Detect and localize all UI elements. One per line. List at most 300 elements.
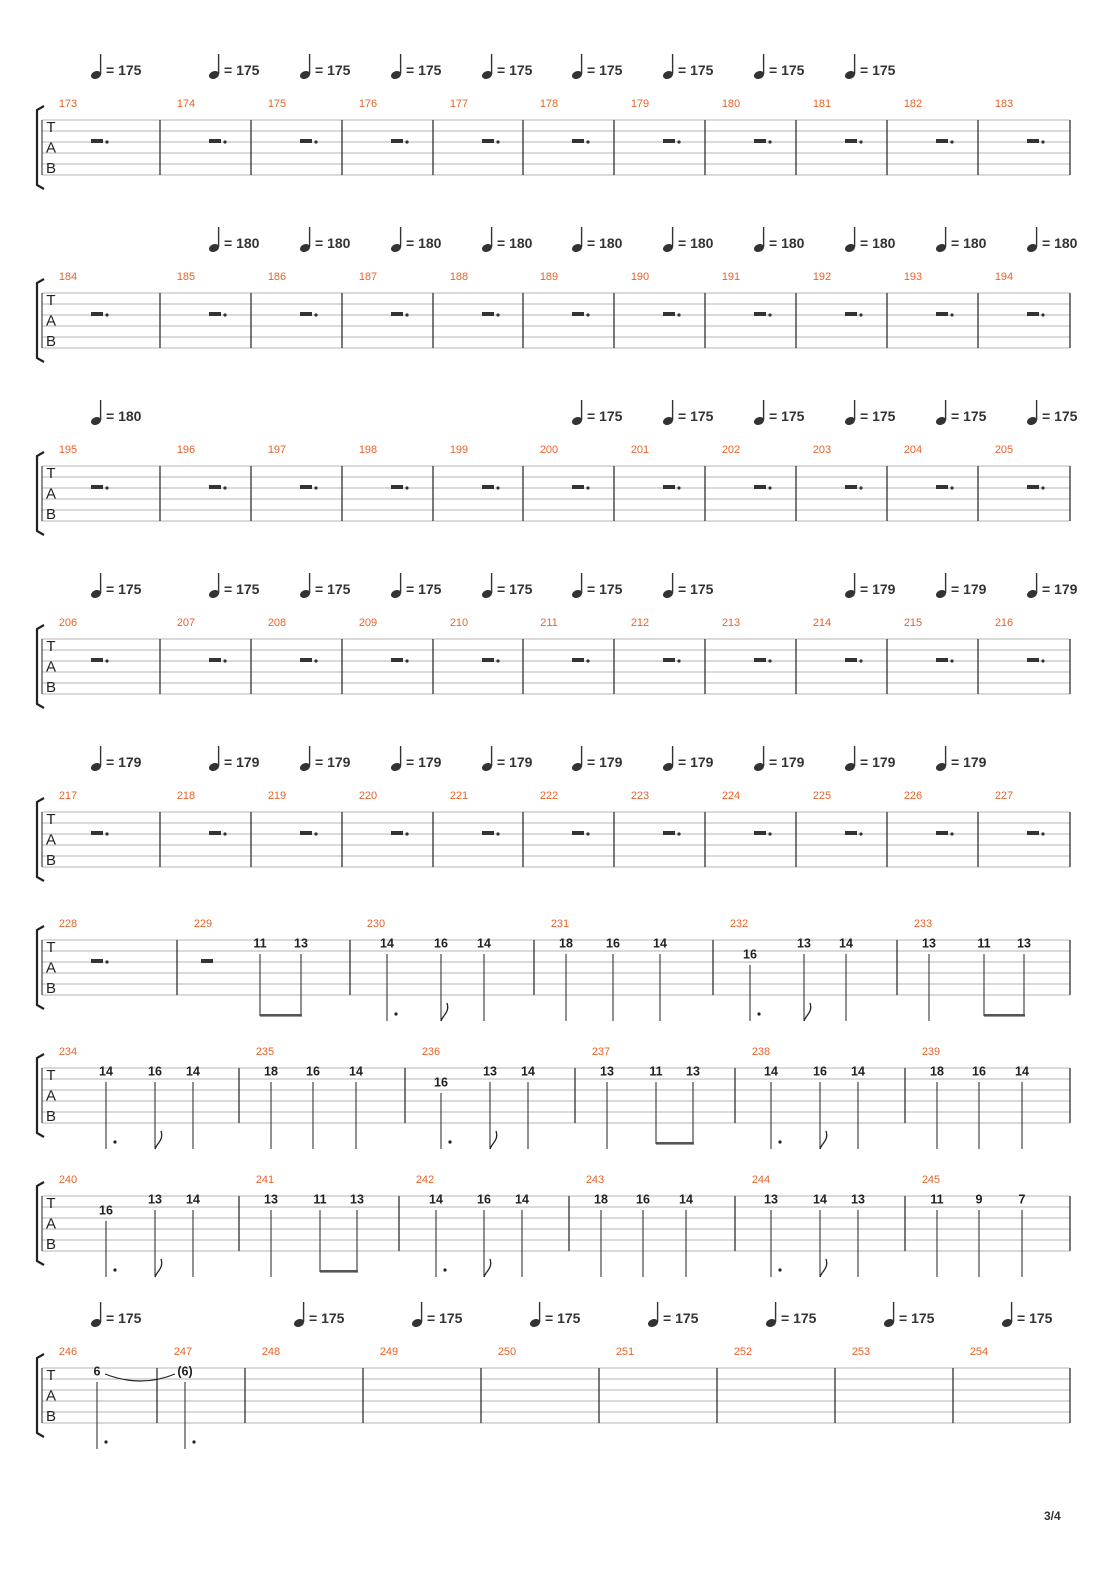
eighth-flag [155, 1131, 162, 1149]
fret-number: 7 [1018, 1192, 1026, 1207]
measure-number: 179 [630, 98, 650, 110]
tempo-bpm: = 175 [497, 581, 533, 597]
rest-dot [859, 313, 862, 316]
tempo-bpm: = 175 [663, 1310, 699, 1326]
tempo-marking [844, 573, 896, 599]
measure-number: 214 [812, 617, 832, 629]
rest-dot [405, 486, 408, 489]
tempo-bpm: = 175 [860, 408, 896, 424]
dotted-half-rest [91, 485, 103, 489]
tempo-bpm: = 175 [678, 62, 714, 78]
measure-number: 248 [261, 1346, 281, 1358]
fret-number: 14 [839, 936, 853, 951]
tempo-marking [571, 573, 623, 599]
fret-number: 13 [1017, 936, 1031, 951]
rest-dot [1041, 313, 1044, 316]
measure-number: 200 [539, 444, 559, 456]
dotted-half-rest [1027, 139, 1039, 143]
tempo-bpm: = 175 [224, 581, 260, 597]
rest-dot [105, 486, 108, 489]
measure-number: 240 [58, 1174, 78, 1186]
tempo-marking [390, 573, 442, 599]
measure-number: 202 [721, 444, 741, 456]
dotted-half-rest [91, 831, 103, 835]
rest-dot [1041, 486, 1044, 489]
system-bracket [37, 625, 44, 708]
rhythm-dot [192, 1440, 195, 1443]
tab-system [37, 1046, 1070, 1149]
measure-number: 225 [812, 790, 832, 802]
dotted-half-rest [1027, 831, 1039, 835]
tempo-marking [90, 746, 142, 772]
rest-dot [859, 832, 862, 835]
measure-number: 228 [58, 918, 78, 930]
dotted-half-rest [1027, 485, 1039, 489]
dotted-half-rest [936, 658, 948, 662]
tab-clef-letter: B [45, 1236, 57, 1253]
tempo-bpm: = 175 [587, 581, 623, 597]
tempo-bpm: = 179 [860, 581, 896, 597]
rest-dot [405, 659, 408, 662]
tempo-bpm: = 179 [769, 754, 805, 770]
tab-clef-letter: T [46, 292, 56, 309]
fret-number: 14 [349, 1064, 363, 1079]
measure-number: 244 [751, 1174, 771, 1186]
tempo-marking [935, 746, 987, 772]
rhythm-dot [104, 1440, 107, 1443]
fret-number: 14 [679, 1192, 693, 1207]
dotted-half-rest [91, 312, 103, 316]
system-bracket [37, 1354, 44, 1437]
dotted-half-rest [300, 658, 312, 662]
fret-number: 16 [434, 1075, 448, 1090]
tempo-marking [662, 227, 714, 253]
tempo-marking [208, 746, 260, 772]
fret-number: 14 [1015, 1064, 1029, 1079]
measure-number: 218 [176, 790, 196, 802]
rhythm-dot [778, 1140, 781, 1143]
fret-number: 16 [972, 1064, 986, 1079]
tempo-bpm: = 175 [497, 62, 533, 78]
measure-number: 174 [176, 98, 196, 110]
measure-number: 184 [58, 271, 78, 283]
tempo-marking [753, 746, 805, 772]
measure-number: 185 [176, 271, 196, 283]
tempo-marking [1001, 1302, 1053, 1328]
measure-number: 241 [255, 1174, 275, 1186]
tempo-bpm: = 180 [224, 235, 260, 251]
tempo-bpm: = 180 [497, 235, 533, 251]
dotted-half-rest [936, 312, 948, 316]
tempo-bpm: = 180 [678, 235, 714, 251]
rest-dot [1041, 659, 1044, 662]
dotted-half-rest [936, 139, 948, 143]
eighth-flag [441, 1003, 448, 1021]
eighth-flag [490, 1131, 497, 1149]
tempo-marking [299, 54, 351, 80]
tab-system [37, 746, 1070, 881]
tempo-bpm: = 179 [951, 754, 987, 770]
note-beam [320, 1270, 358, 1273]
fret-number: 14 [813, 1192, 827, 1207]
measure-number: 242 [415, 1174, 435, 1186]
rest-dot [768, 486, 771, 489]
system-bracket [37, 106, 44, 189]
tempo-bpm: = 175 [860, 62, 896, 78]
tempo-marking [90, 54, 142, 80]
tempo-bpm: = 179 [1042, 581, 1078, 597]
dotted-half-rest [936, 485, 948, 489]
eighth-flag [155, 1259, 162, 1277]
fret-number: 16 [743, 947, 757, 962]
tempo-bpm: = 175 [899, 1310, 935, 1326]
measure-number: 253 [851, 1346, 871, 1358]
fret-number: 18 [930, 1064, 944, 1079]
tab-clef-letter: B [45, 980, 57, 997]
tempo-marking [208, 227, 260, 253]
fret-number: 6 [93, 1364, 101, 1379]
measure-number: 229 [193, 918, 213, 930]
measure-number: 254 [969, 1346, 989, 1358]
measure-number: 232 [729, 918, 749, 930]
dotted-half-rest [572, 831, 584, 835]
tab-clef-letter: A [45, 658, 57, 676]
rhythm-dot [778, 1268, 781, 1271]
eighth-flag [820, 1259, 827, 1277]
measure-number: 235 [255, 1046, 275, 1058]
measure-number: 237 [591, 1046, 611, 1058]
tempo-marking [844, 54, 896, 80]
dotted-half-rest [300, 312, 312, 316]
measure-number: 194 [994, 271, 1014, 283]
measure-number: 205 [994, 444, 1014, 456]
dotted-half-rest [845, 312, 857, 316]
dotted-half-rest [663, 658, 675, 662]
tempo-marking [935, 400, 987, 426]
note-beam [984, 1014, 1025, 1017]
measure-number: 187 [358, 271, 378, 283]
measure-number: 188 [449, 271, 469, 283]
fret-number: 16 [148, 1064, 162, 1079]
tempo-marking [935, 573, 987, 599]
measure-number: 246 [58, 1346, 78, 1358]
measure-number: 234 [58, 1046, 78, 1058]
measure-number: 219 [267, 790, 287, 802]
tempo-bpm: = 175 [1042, 408, 1078, 424]
tempo-bpm: = 175 [315, 62, 351, 78]
tempo-marking [390, 54, 442, 80]
measure-number: 204 [903, 444, 923, 456]
tab-system [37, 227, 1078, 362]
tempo-marking [299, 573, 351, 599]
dotted-half-rest [91, 959, 103, 963]
dotted-half-rest [754, 658, 766, 662]
dotted-half-rest [482, 831, 494, 835]
system-bracket [37, 1054, 44, 1137]
tempo-marking [765, 1302, 817, 1328]
fret-number: 11 [930, 1192, 944, 1207]
rest-dot [223, 486, 226, 489]
tempo-bpm: = 180 [106, 408, 142, 424]
fret-number: 13 [686, 1064, 700, 1079]
dotted-half-rest [209, 139, 221, 143]
measure-number: 182 [903, 98, 923, 110]
measure-number: 236 [421, 1046, 441, 1058]
tab-clef-letter: A [45, 485, 57, 503]
tempo-bpm: = 175 [781, 1310, 817, 1326]
fret-number: 14 [186, 1064, 200, 1079]
tempo-bpm: = 175 [587, 62, 623, 78]
measure-number: 180 [721, 98, 741, 110]
tab-clef-letter: T [46, 638, 56, 655]
rest-dot [314, 313, 317, 316]
eighth-flag [820, 1131, 827, 1149]
tempo-marking [529, 1302, 581, 1328]
tempo-bpm: = 175 [106, 581, 142, 597]
tempo-bpm: = 179 [497, 754, 533, 770]
measure-number: 191 [721, 271, 741, 283]
dotted-half-rest [391, 485, 403, 489]
measure-number: 216 [994, 617, 1014, 629]
measure-number: 249 [379, 1346, 399, 1358]
measure-number: 203 [812, 444, 832, 456]
tab-system [37, 1174, 1070, 1277]
fret-number: 16 [606, 936, 620, 951]
tab-clef-letter: A [45, 139, 57, 157]
tempo-marking [481, 573, 533, 599]
rest-dot [1041, 832, 1044, 835]
tempo-bpm: = 175 [106, 62, 142, 78]
measure-number: 197 [267, 444, 287, 456]
rest-dot [223, 832, 226, 835]
rest-dot [586, 659, 589, 662]
tempo-marking [935, 227, 987, 253]
half-rest [201, 959, 213, 963]
rest-dot [586, 140, 589, 143]
eighth-flag [804, 1003, 811, 1021]
fret-number: 13 [148, 1192, 162, 1207]
fret-number: 13 [264, 1192, 278, 1207]
rest-dot [105, 832, 108, 835]
fret-number: 14 [521, 1064, 535, 1079]
dotted-half-rest [91, 139, 103, 143]
dotted-half-rest [209, 831, 221, 835]
tab-clef-letter: T [46, 1195, 56, 1212]
tempo-bpm: = 175 [1017, 1310, 1053, 1326]
tempo-marking [844, 227, 896, 253]
dotted-half-rest [91, 658, 103, 662]
fret-number: 14 [99, 1064, 113, 1079]
system-bracket [37, 452, 44, 535]
rest-dot [950, 659, 953, 662]
measure-number: 226 [903, 790, 923, 802]
measure-number: 243 [585, 1174, 605, 1186]
dotted-half-rest [300, 485, 312, 489]
tempo-marking [662, 746, 714, 772]
rest-dot [950, 832, 953, 835]
rest-dot [105, 960, 108, 963]
tempo-marking [481, 227, 533, 253]
rest-dot [405, 832, 408, 835]
tab-clef-letter: B [45, 506, 57, 523]
tempo-marking [90, 400, 142, 426]
rest-dot [677, 659, 680, 662]
tempo-marking [481, 746, 533, 772]
measure-number: 195 [58, 444, 78, 456]
fret-number: 14 [764, 1064, 778, 1079]
dotted-half-rest [663, 831, 675, 835]
rhythm-dot [443, 1268, 446, 1271]
rest-dot [950, 140, 953, 143]
tempo-marking [299, 746, 351, 772]
rest-dot [677, 486, 680, 489]
measure-number: 251 [615, 1346, 635, 1358]
fret-number: 13 [600, 1064, 614, 1079]
dotted-half-rest [663, 485, 675, 489]
rest-dot [496, 140, 499, 143]
rest-dot [677, 832, 680, 835]
tab-system [37, 1302, 1070, 1449]
measure-number: 196 [176, 444, 196, 456]
fret-number: (6) [177, 1364, 193, 1379]
tempo-marking [662, 573, 714, 599]
dotted-half-rest [391, 312, 403, 316]
measure-number: 206 [58, 617, 78, 629]
tempo-bpm: = 179 [406, 754, 442, 770]
measure-number: 176 [358, 98, 378, 110]
rest-dot [586, 313, 589, 316]
tab-clef-letter: T [46, 1067, 56, 1084]
fret-number: 16 [477, 1192, 491, 1207]
measure-number: 181 [812, 98, 832, 110]
rest-dot [314, 140, 317, 143]
measure-number: 238 [751, 1046, 771, 1058]
measure-number: 239 [921, 1046, 941, 1058]
fret-number: 13 [350, 1192, 364, 1207]
measure-number: 224 [721, 790, 741, 802]
measure-number: 245 [921, 1174, 941, 1186]
fret-number: 14 [851, 1064, 865, 1079]
dotted-half-rest [572, 658, 584, 662]
measure-number: 227 [994, 790, 1014, 802]
tempo-bpm: = 175 [587, 408, 623, 424]
rest-dot [496, 659, 499, 662]
tempo-marking [753, 54, 805, 80]
dotted-half-rest [209, 312, 221, 316]
eighth-flag [484, 1259, 491, 1277]
rest-dot [105, 313, 108, 316]
rest-dot [496, 313, 499, 316]
tempo-bpm: = 179 [860, 754, 896, 770]
measure-number: 208 [267, 617, 287, 629]
measure-number: 250 [497, 1346, 517, 1358]
measure-number: 189 [539, 271, 559, 283]
tempo-marking [208, 54, 260, 80]
tempo-bpm: = 179 [587, 754, 623, 770]
fret-number: 11 [977, 936, 991, 951]
system-bracket [37, 279, 44, 362]
tempo-marking [90, 573, 142, 599]
tempo-bpm: = 180 [951, 235, 987, 251]
tempo-marking [883, 1302, 935, 1328]
measure-number: 223 [630, 790, 650, 802]
fret-number: 18 [264, 1064, 278, 1079]
dotted-half-rest [663, 312, 675, 316]
measure-number: 231 [550, 918, 570, 930]
rest-dot [677, 140, 680, 143]
fret-number: 14 [429, 1192, 443, 1207]
tempo-bpm: = 175 [678, 408, 714, 424]
tempo-marking [844, 746, 896, 772]
measure-number: 217 [58, 790, 78, 802]
tempo-marking [1026, 400, 1078, 426]
tempo-bpm: = 175 [427, 1310, 463, 1326]
rest-dot [859, 140, 862, 143]
rest-dot [677, 313, 680, 316]
fret-number: 13 [797, 936, 811, 951]
tempo-marking [481, 54, 533, 80]
tab-clef-letter: A [45, 1087, 57, 1105]
system-bracket [37, 798, 44, 881]
page-number: 3/4 [1044, 1509, 1061, 1523]
rest-dot [314, 832, 317, 835]
measure-number: 173 [58, 98, 78, 110]
dotted-half-rest [845, 139, 857, 143]
measure-number: 207 [176, 617, 196, 629]
tempo-bpm: = 180 [860, 235, 896, 251]
fret-number: 13 [851, 1192, 865, 1207]
fret-number: 11 [313, 1192, 327, 1207]
measure-number: 221 [449, 790, 469, 802]
tempo-bpm: = 179 [951, 581, 987, 597]
tab-clef-letter: A [45, 1387, 57, 1405]
tempo-bpm: = 179 [315, 754, 351, 770]
tab-clef-letter: T [46, 939, 56, 956]
rest-dot [405, 140, 408, 143]
rest-dot [768, 659, 771, 662]
tempo-bpm: = 180 [315, 235, 351, 251]
fret-number: 16 [636, 1192, 650, 1207]
tempo-bpm: = 175 [406, 62, 442, 78]
rest-dot [496, 832, 499, 835]
tempo-marking [844, 400, 896, 426]
rest-dot [105, 140, 108, 143]
dotted-half-rest [754, 312, 766, 316]
dotted-half-rest [482, 485, 494, 489]
measure-number: 178 [539, 98, 559, 110]
tab-system [37, 400, 1078, 535]
tempo-marking [208, 573, 260, 599]
rest-dot [105, 659, 108, 662]
measure-number: 183 [994, 98, 1014, 110]
rhythm-dot [757, 1012, 760, 1015]
dotted-half-rest [209, 485, 221, 489]
measure-number: 247 [173, 1346, 193, 1358]
tempo-marking [753, 400, 805, 426]
measure-number: 209 [358, 617, 378, 629]
tempo-bpm: = 175 [769, 408, 805, 424]
note-beam [260, 1014, 302, 1017]
tab-clef-letter: T [46, 465, 56, 482]
dotted-half-rest [572, 139, 584, 143]
tab-clef-letter: B [45, 679, 57, 696]
tempo-bpm: = 180 [769, 235, 805, 251]
tempo-marking [571, 54, 623, 80]
measure-number: 175 [267, 98, 287, 110]
rest-dot [223, 140, 226, 143]
tab-clef-letter: B [45, 160, 57, 177]
tempo-bpm: = 175 [106, 1310, 142, 1326]
